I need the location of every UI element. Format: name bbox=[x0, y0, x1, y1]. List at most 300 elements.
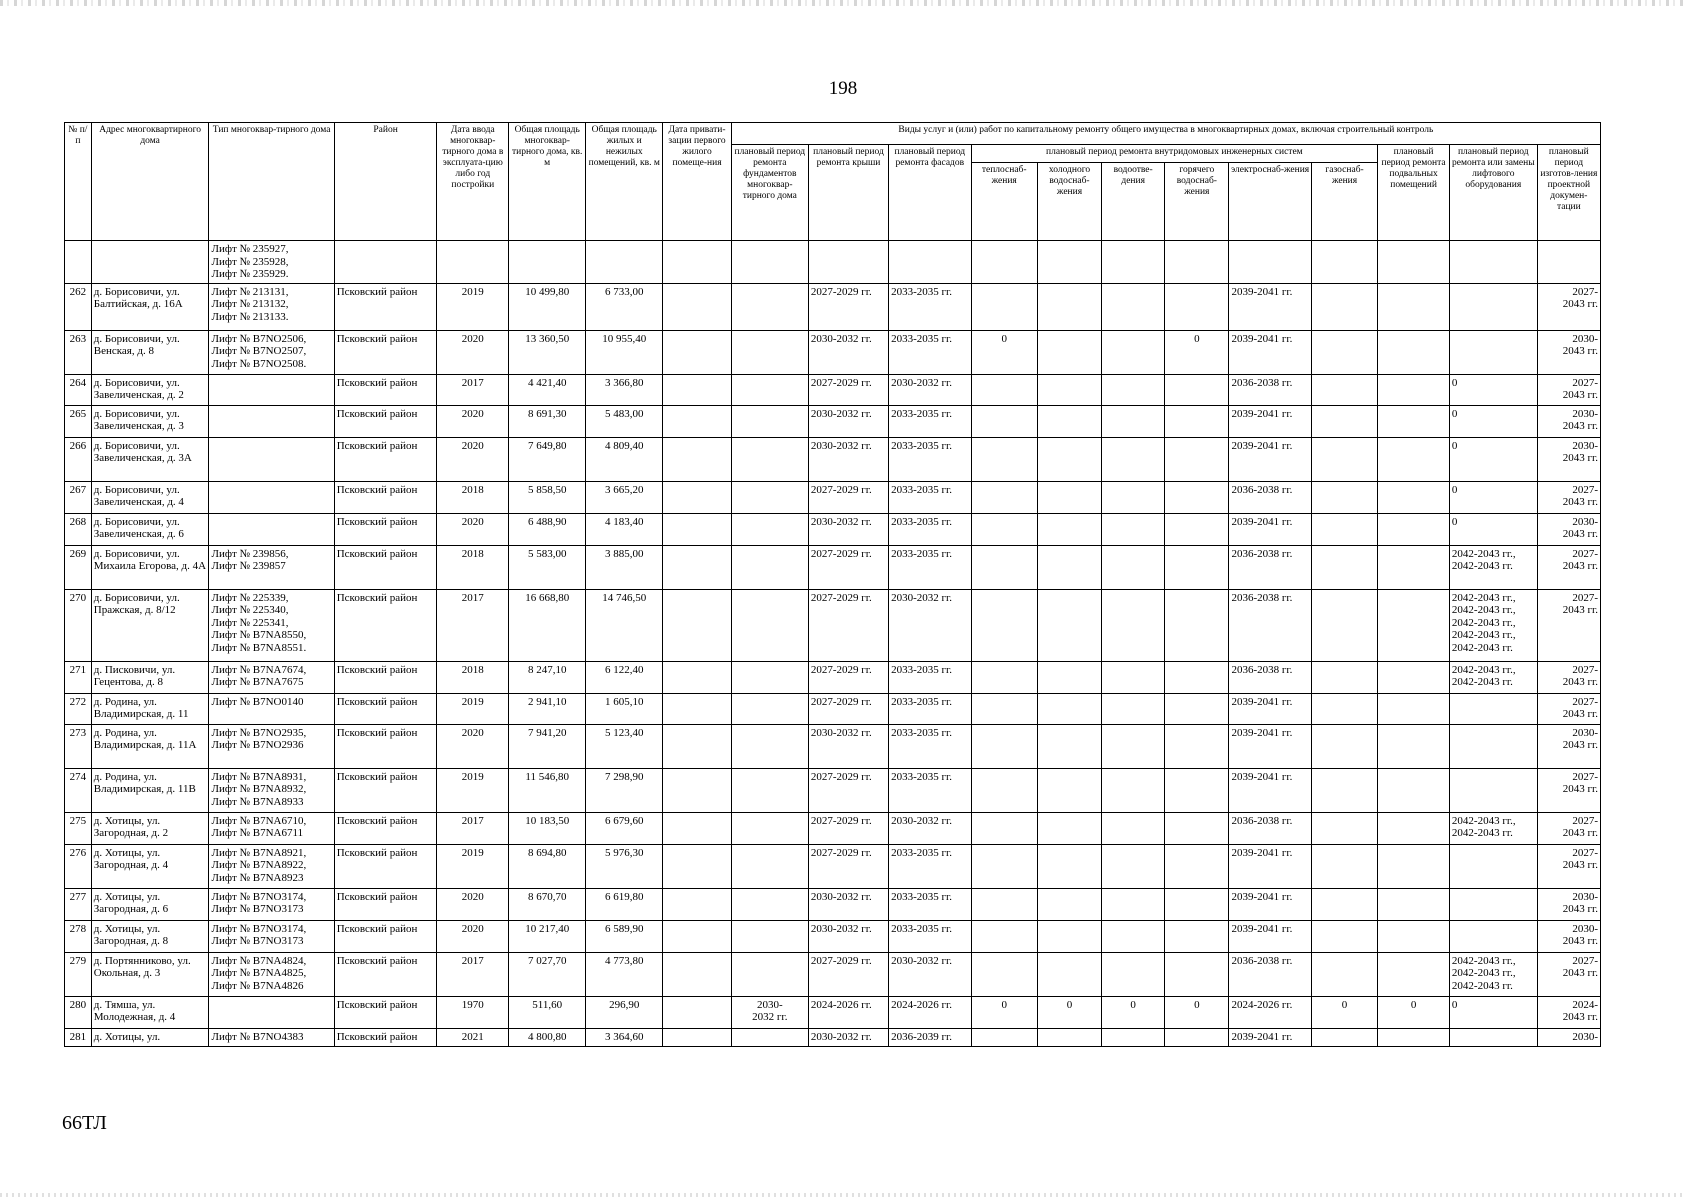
row-basement bbox=[1378, 693, 1450, 724]
row-address: д. Портянниково, ул. Окольная, д. 3 bbox=[91, 952, 209, 996]
row-living-area: 6 733,00 bbox=[586, 283, 663, 330]
row-privatization bbox=[663, 996, 732, 1028]
row-roof: 2030-2032 гг. bbox=[808, 920, 888, 952]
row-roof: 2027-2029 гг. bbox=[808, 812, 888, 844]
row-cold-water bbox=[1037, 952, 1101, 996]
row-electric: 2039-2041 гг. bbox=[1229, 724, 1311, 768]
row-roof: 2027-2029 гг. bbox=[808, 545, 888, 589]
row-sewer bbox=[1102, 812, 1165, 844]
row-address: д. Борисовичи, ул. Завеличенская, д. 2 bbox=[91, 374, 209, 405]
row-facade: 2033-2035 гг. bbox=[889, 545, 971, 589]
row-facade: 2030-2032 гг. bbox=[889, 374, 971, 405]
row-hot-water bbox=[1165, 481, 1229, 513]
table-body bbox=[65, 241, 1601, 1047]
row-roof: 2030-2032 гг. bbox=[808, 330, 888, 374]
row-gas: 0 bbox=[1311, 996, 1377, 1028]
row-total-area: 8 670,70 bbox=[509, 888, 586, 920]
row-num: 271 bbox=[65, 661, 92, 693]
row-basement bbox=[1378, 1028, 1450, 1046]
row-privatization bbox=[663, 513, 732, 545]
row-heat bbox=[971, 920, 1037, 952]
row-district: Псковский район bbox=[334, 768, 437, 812]
row-type bbox=[209, 437, 334, 481]
header-design: плановый период изготов-ления проектной докумен-тации bbox=[1537, 145, 1600, 241]
row-address: д. Хотицы, ул. Загородная, д. 8 bbox=[91, 920, 209, 952]
row-total-area: 8 694,80 bbox=[509, 844, 586, 888]
row-privatization bbox=[663, 437, 732, 481]
row-roof: 2027-2029 гг. bbox=[808, 481, 888, 513]
row-basement bbox=[1378, 812, 1450, 844]
row-cold-water bbox=[1037, 844, 1101, 888]
row-lift: 0 bbox=[1449, 513, 1537, 545]
table-row bbox=[65, 920, 1601, 952]
row-cold-water bbox=[1037, 920, 1101, 952]
row-heat bbox=[971, 1028, 1037, 1046]
row-basement bbox=[1378, 241, 1450, 284]
row-hot-water: 0 bbox=[1165, 330, 1229, 374]
row-total-area: 8 247,10 bbox=[509, 661, 586, 693]
row-electric: 2036-2038 гг. bbox=[1229, 661, 1311, 693]
row-electric: 2036-2038 гг. bbox=[1229, 481, 1311, 513]
row-basement bbox=[1378, 844, 1450, 888]
table-row bbox=[65, 812, 1601, 844]
row-design: 2027- 2043 гг. bbox=[1537, 283, 1600, 330]
row-total-area bbox=[509, 241, 586, 284]
row-address: д. Борисовичи, ул. Завеличенская, д. 4 bbox=[91, 481, 209, 513]
row-district: Псковский район bbox=[334, 481, 437, 513]
row-heat: 0 bbox=[971, 996, 1037, 1028]
row-hot-water bbox=[1165, 545, 1229, 589]
row-lift bbox=[1449, 330, 1537, 374]
row-roof: 2027-2029 гг. bbox=[808, 844, 888, 888]
row-heat bbox=[971, 724, 1037, 768]
row-privatization bbox=[663, 283, 732, 330]
row-gas bbox=[1311, 888, 1377, 920]
row-privatization bbox=[663, 768, 732, 812]
row-basement bbox=[1378, 283, 1450, 330]
row-address: д. Борисовичи, ул. Пражская, д. 8/12 bbox=[91, 589, 209, 661]
row-electric: 2039-2041 гг. bbox=[1229, 330, 1311, 374]
row-design: 2030- 2043 гг. bbox=[1537, 920, 1600, 952]
row-year: 2017 bbox=[437, 812, 509, 844]
row-roof: 2030-2032 гг. bbox=[808, 724, 888, 768]
row-gas bbox=[1311, 693, 1377, 724]
row-foundation bbox=[731, 330, 808, 374]
row-sewer bbox=[1102, 888, 1165, 920]
row-total-area: 16 668,80 bbox=[509, 589, 586, 661]
row-heat bbox=[971, 844, 1037, 888]
row-address: д. Хотицы, ул. bbox=[91, 1028, 209, 1046]
row-gas bbox=[1311, 844, 1377, 888]
row-type bbox=[209, 374, 334, 405]
row-sewer bbox=[1102, 952, 1165, 996]
row-sewer bbox=[1102, 768, 1165, 812]
table-row bbox=[65, 437, 1601, 481]
row-type: Лифт № B7NA7674, Лифт № B7NA7675 bbox=[209, 661, 334, 693]
row-sewer bbox=[1102, 545, 1165, 589]
row-basement bbox=[1378, 768, 1450, 812]
row-total-area: 4 421,40 bbox=[509, 374, 586, 405]
row-address: д. Борисовичи, ул. Завеличенская, д. 6 bbox=[91, 513, 209, 545]
row-address: д. Родина, ул. Владимирская, д. 11А bbox=[91, 724, 209, 768]
row-design: 2030- 2043 гг. bbox=[1537, 437, 1600, 481]
row-num: 273 bbox=[65, 724, 92, 768]
row-district: Псковский район bbox=[334, 374, 437, 405]
row-facade: 2033-2035 гг. bbox=[889, 437, 971, 481]
row-year: 1970 bbox=[437, 996, 509, 1028]
row-num: 281 bbox=[65, 1028, 92, 1046]
row-year: 2017 bbox=[437, 374, 509, 405]
row-facade: 2033-2035 гг. bbox=[889, 405, 971, 437]
row-design: 2027- 2043 гг. bbox=[1537, 545, 1600, 589]
row-roof: 2027-2029 гг. bbox=[808, 283, 888, 330]
row-facade: 2033-2035 гг. bbox=[889, 513, 971, 545]
row-cold-water bbox=[1037, 661, 1101, 693]
row-lift: 2042-2043 гг., 2042-2043 гг. bbox=[1449, 545, 1537, 589]
row-living-area: 6 679,60 bbox=[586, 812, 663, 844]
row-hot-water bbox=[1165, 283, 1229, 330]
row-cold-water bbox=[1037, 283, 1101, 330]
row-heat bbox=[971, 283, 1037, 330]
table-row bbox=[65, 405, 1601, 437]
row-facade: 2033-2035 гг. bbox=[889, 888, 971, 920]
row-gas bbox=[1311, 920, 1377, 952]
row-foundation bbox=[731, 241, 808, 284]
header-total-area: Общая площадь многоквар-тирного дома, кв. м bbox=[509, 123, 586, 241]
row-design: 2027- 2043 гг. bbox=[1537, 661, 1600, 693]
row-gas bbox=[1311, 589, 1377, 661]
row-roof: 2027-2029 гг. bbox=[808, 952, 888, 996]
row-gas bbox=[1311, 481, 1377, 513]
table-row bbox=[65, 768, 1601, 812]
row-address: д. Тямша, ул. Молодежная, д. 4 bbox=[91, 996, 209, 1028]
row-year bbox=[437, 241, 509, 284]
row-district: Псковский район bbox=[334, 589, 437, 661]
row-living-area: 6 619,80 bbox=[586, 888, 663, 920]
row-type: Лифт № B7NO4383 bbox=[209, 1028, 334, 1046]
table-row bbox=[65, 283, 1601, 330]
row-design: 2030- 2043 гг. bbox=[1537, 330, 1600, 374]
row-living-area: 296,90 bbox=[586, 996, 663, 1028]
row-electric: 2036-2038 гг. bbox=[1229, 589, 1311, 661]
row-year: 2020 bbox=[437, 330, 509, 374]
row-sewer bbox=[1102, 589, 1165, 661]
row-sewer bbox=[1102, 437, 1165, 481]
row-gas bbox=[1311, 661, 1377, 693]
row-basement bbox=[1378, 724, 1450, 768]
row-heat bbox=[971, 513, 1037, 545]
table-row bbox=[65, 330, 1601, 374]
row-total-area: 10 217,40 bbox=[509, 920, 586, 952]
row-privatization bbox=[663, 844, 732, 888]
row-hot-water bbox=[1165, 693, 1229, 724]
row-design: 2030- 2043 гг. bbox=[1537, 513, 1600, 545]
row-cold-water bbox=[1037, 405, 1101, 437]
row-lift bbox=[1449, 768, 1537, 812]
row-lift: 0 bbox=[1449, 374, 1537, 405]
row-total-area: 11 546,80 bbox=[509, 768, 586, 812]
table-row bbox=[65, 481, 1601, 513]
row-foundation bbox=[731, 437, 808, 481]
row-basement bbox=[1378, 437, 1450, 481]
row-gas bbox=[1311, 812, 1377, 844]
header-gas: газоснаб-жения bbox=[1311, 163, 1377, 241]
row-heat bbox=[971, 405, 1037, 437]
row-roof: 2024-2026 гг. bbox=[808, 996, 888, 1028]
row-total-area: 2 941,10 bbox=[509, 693, 586, 724]
header-engineering: плановый период ремонта внутридомовых инженерных систем bbox=[971, 145, 1378, 163]
row-num: 264 bbox=[65, 374, 92, 405]
row-address: д. Борисовичи, ул. Завеличенская, д. 3 bbox=[91, 405, 209, 437]
row-num: 275 bbox=[65, 812, 92, 844]
row-heat bbox=[971, 812, 1037, 844]
row-sewer: 0 bbox=[1102, 996, 1165, 1028]
row-address: д. Хотицы, ул. Загородная, д. 2 bbox=[91, 812, 209, 844]
page-number: 198 bbox=[828, 78, 858, 99]
row-cold-water bbox=[1037, 241, 1101, 284]
row-year: 2020 bbox=[437, 437, 509, 481]
row-electric: 2039-2041 гг. bbox=[1229, 405, 1311, 437]
row-hot-water bbox=[1165, 513, 1229, 545]
row-foundation bbox=[731, 589, 808, 661]
row-district: Псковский район bbox=[334, 952, 437, 996]
row-hot-water bbox=[1165, 844, 1229, 888]
row-facade: 2030-2032 гг. bbox=[889, 952, 971, 996]
row-privatization bbox=[663, 693, 732, 724]
row-lift bbox=[1449, 724, 1537, 768]
row-num: 267 bbox=[65, 481, 92, 513]
row-living-area: 3 885,00 bbox=[586, 545, 663, 589]
row-design: 2027- 2043 гг. bbox=[1537, 844, 1600, 888]
row-privatization bbox=[663, 405, 732, 437]
row-lift bbox=[1449, 693, 1537, 724]
row-foundation bbox=[731, 481, 808, 513]
row-sewer bbox=[1102, 844, 1165, 888]
row-hot-water bbox=[1165, 812, 1229, 844]
scan-edge-bottom bbox=[0, 1193, 1686, 1197]
row-hot-water bbox=[1165, 241, 1229, 284]
row-num: 266 bbox=[65, 437, 92, 481]
row-sewer bbox=[1102, 283, 1165, 330]
row-year: 2017 bbox=[437, 952, 509, 996]
row-electric bbox=[1229, 241, 1311, 284]
row-district: Псковский район bbox=[334, 888, 437, 920]
row-year: 2021 bbox=[437, 1028, 509, 1046]
row-living-area: 14 746,50 bbox=[586, 589, 663, 661]
row-total-area: 4 800,80 bbox=[509, 1028, 586, 1046]
row-foundation bbox=[731, 283, 808, 330]
row-roof: 2030-2032 гг. bbox=[808, 513, 888, 545]
header-district: Район bbox=[334, 123, 437, 241]
row-type: Лифт № 225339, Лифт № 225340, Лифт № 225341, Лифт № B7NA8550, Лифт № B7NA8551. bbox=[209, 589, 334, 661]
row-hot-water bbox=[1165, 405, 1229, 437]
row-district: Псковский район bbox=[334, 513, 437, 545]
row-facade: 2033-2035 гг. bbox=[889, 481, 971, 513]
row-gas bbox=[1311, 330, 1377, 374]
row-cold-water bbox=[1037, 513, 1101, 545]
row-facade: 2033-2035 гг. bbox=[889, 693, 971, 724]
row-lift: 0 bbox=[1449, 405, 1537, 437]
row-privatization bbox=[663, 374, 732, 405]
row-type: Лифт № B7NO0140 bbox=[209, 693, 334, 724]
row-lift: 0 bbox=[1449, 996, 1537, 1028]
row-lift bbox=[1449, 283, 1537, 330]
row-year: 2019 bbox=[437, 283, 509, 330]
row-hot-water bbox=[1165, 888, 1229, 920]
row-cold-water bbox=[1037, 768, 1101, 812]
row-type: Лифт № B7NA8931, Лифт № B7NA8932, Лифт № B7NA8933 bbox=[209, 768, 334, 812]
row-district: Псковский район bbox=[334, 661, 437, 693]
row-foundation bbox=[731, 888, 808, 920]
row-hot-water bbox=[1165, 589, 1229, 661]
row-roof bbox=[808, 241, 888, 284]
row-design: 2027- 2043 гг. bbox=[1537, 952, 1600, 996]
row-district: Псковский район bbox=[334, 844, 437, 888]
header-address: Адрес многоквартирного дома bbox=[91, 123, 209, 241]
row-address: д. Родина, ул. Владимирская, д. 11В bbox=[91, 768, 209, 812]
row-cold-water bbox=[1037, 693, 1101, 724]
row-heat bbox=[971, 693, 1037, 724]
row-heat bbox=[971, 768, 1037, 812]
header-basement: плановый период ремонта подвальных помещений bbox=[1378, 145, 1450, 241]
row-living-area: 3 364,60 bbox=[586, 1028, 663, 1046]
row-num: 265 bbox=[65, 405, 92, 437]
row-heat bbox=[971, 374, 1037, 405]
row-num: 277 bbox=[65, 888, 92, 920]
row-facade: 2033-2035 гг. bbox=[889, 920, 971, 952]
row-lift bbox=[1449, 888, 1537, 920]
row-sewer bbox=[1102, 330, 1165, 374]
table-row bbox=[65, 724, 1601, 768]
row-district: Псковский район bbox=[334, 405, 437, 437]
row-district: Псковский район bbox=[334, 545, 437, 589]
row-design: 2027- 2043 гг. bbox=[1537, 374, 1600, 405]
row-type: Лифт № B7NO3174, Лифт № B7NO3173 bbox=[209, 888, 334, 920]
row-gas bbox=[1311, 405, 1377, 437]
document-code: 66ТЛ bbox=[62, 1112, 107, 1134]
row-facade bbox=[889, 241, 971, 284]
row-cold-water bbox=[1037, 589, 1101, 661]
row-electric: 2039-2041 гг. bbox=[1229, 768, 1311, 812]
row-year: 2020 bbox=[437, 888, 509, 920]
row-cold-water bbox=[1037, 481, 1101, 513]
row-year: 2019 bbox=[437, 768, 509, 812]
row-privatization bbox=[663, 812, 732, 844]
row-address: д. Писковичи, ул. Гецентова, д. 8 bbox=[91, 661, 209, 693]
row-num: 279 bbox=[65, 952, 92, 996]
row-year: 2020 bbox=[437, 405, 509, 437]
row-living-area: 4 773,80 bbox=[586, 952, 663, 996]
row-gas bbox=[1311, 952, 1377, 996]
row-year: 2018 bbox=[437, 481, 509, 513]
row-address: д. Борисовичи, ул. Балтийская, д. 16А bbox=[91, 283, 209, 330]
table-row bbox=[65, 888, 1601, 920]
row-type: Лифт № 235927, Лифт № 235928, Лифт № 235929. bbox=[209, 241, 334, 284]
row-facade: 2033-2035 гг. bbox=[889, 283, 971, 330]
row-hot-water bbox=[1165, 768, 1229, 812]
row-electric: 2039-2041 гг. bbox=[1229, 888, 1311, 920]
row-heat bbox=[971, 888, 1037, 920]
row-district bbox=[334, 241, 437, 284]
row-hot-water bbox=[1165, 661, 1229, 693]
row-cold-water: 0 bbox=[1037, 996, 1101, 1028]
row-privatization bbox=[663, 241, 732, 284]
row-total-area: 5 583,00 bbox=[509, 545, 586, 589]
row-hot-water bbox=[1165, 724, 1229, 768]
header-electric: электроснаб-жения bbox=[1229, 163, 1311, 241]
row-sewer bbox=[1102, 513, 1165, 545]
row-electric: 2039-2041 гг. bbox=[1229, 283, 1311, 330]
row-lift bbox=[1449, 1028, 1537, 1046]
row-hot-water bbox=[1165, 920, 1229, 952]
row-num: 276 bbox=[65, 844, 92, 888]
row-district: Псковский район bbox=[334, 283, 437, 330]
row-num: 270 bbox=[65, 589, 92, 661]
row-sewer bbox=[1102, 693, 1165, 724]
header-foundation: плановый период ремонта фундаментов многоквар-тирного дома bbox=[731, 145, 808, 241]
row-living-area: 4 809,40 bbox=[586, 437, 663, 481]
row-sewer bbox=[1102, 661, 1165, 693]
row-privatization bbox=[663, 545, 732, 589]
row-facade: 2033-2035 гг. bbox=[889, 768, 971, 812]
row-cold-water bbox=[1037, 1028, 1101, 1046]
row-type: Лифт № B7NO2935, Лифт № B7NO2936 bbox=[209, 724, 334, 768]
row-sewer bbox=[1102, 481, 1165, 513]
header-works: Виды услуг и (или) работ по капитальному ремонту общего имущества в многоквартирных домах, включая строительный контроль bbox=[731, 123, 1600, 145]
row-sewer bbox=[1102, 374, 1165, 405]
row-living-area: 3 665,20 bbox=[586, 481, 663, 513]
table-row bbox=[65, 374, 1601, 405]
header-year: Дата ввода многоквар-тирного дома в эксплуата-цию либо год постройки bbox=[437, 123, 509, 241]
row-district: Псковский район bbox=[334, 437, 437, 481]
row-foundation bbox=[731, 513, 808, 545]
row-living-area bbox=[586, 241, 663, 284]
table-row bbox=[65, 693, 1601, 724]
row-lift: 2042-2043 гг., 2042-2043 гг., 2042-2043 гг., 2042-2043 гг., 2042-2043 гг. bbox=[1449, 589, 1537, 661]
row-design: 2030- 2043 гг. bbox=[1537, 405, 1600, 437]
row-num: 274 bbox=[65, 768, 92, 812]
row-num: 263 bbox=[65, 330, 92, 374]
row-basement: 0 bbox=[1378, 996, 1450, 1028]
header-sewer: водоотве-дения bbox=[1102, 163, 1165, 241]
row-hot-water: 0 bbox=[1165, 996, 1229, 1028]
row-basement bbox=[1378, 330, 1450, 374]
row-hot-water bbox=[1165, 952, 1229, 996]
header-heat: теплоснаб-жения bbox=[971, 163, 1037, 241]
row-sewer bbox=[1102, 724, 1165, 768]
row-roof: 2030-2032 гг. bbox=[808, 1028, 888, 1046]
row-facade: 2030-2032 гг. bbox=[889, 589, 971, 661]
table-row bbox=[65, 513, 1601, 545]
row-cold-water bbox=[1037, 437, 1101, 481]
row-basement bbox=[1378, 589, 1450, 661]
row-foundation bbox=[731, 724, 808, 768]
row-lift: 2042-2043 гг., 2042-2043 гг., 2042-2043 гг. bbox=[1449, 952, 1537, 996]
row-living-area: 5 123,40 bbox=[586, 724, 663, 768]
row-type bbox=[209, 481, 334, 513]
header-lift: плановый период ремонта или замены лифтового оборудования bbox=[1449, 145, 1537, 241]
row-district: Псковский район bbox=[334, 693, 437, 724]
row-electric: 2039-2041 гг. bbox=[1229, 920, 1311, 952]
row-basement bbox=[1378, 481, 1450, 513]
row-privatization bbox=[663, 920, 732, 952]
row-living-area: 4 183,40 bbox=[586, 513, 663, 545]
row-foundation bbox=[731, 661, 808, 693]
row-basement bbox=[1378, 513, 1450, 545]
row-num bbox=[65, 241, 92, 284]
row-sewer bbox=[1102, 920, 1165, 952]
row-privatization bbox=[663, 1028, 732, 1046]
